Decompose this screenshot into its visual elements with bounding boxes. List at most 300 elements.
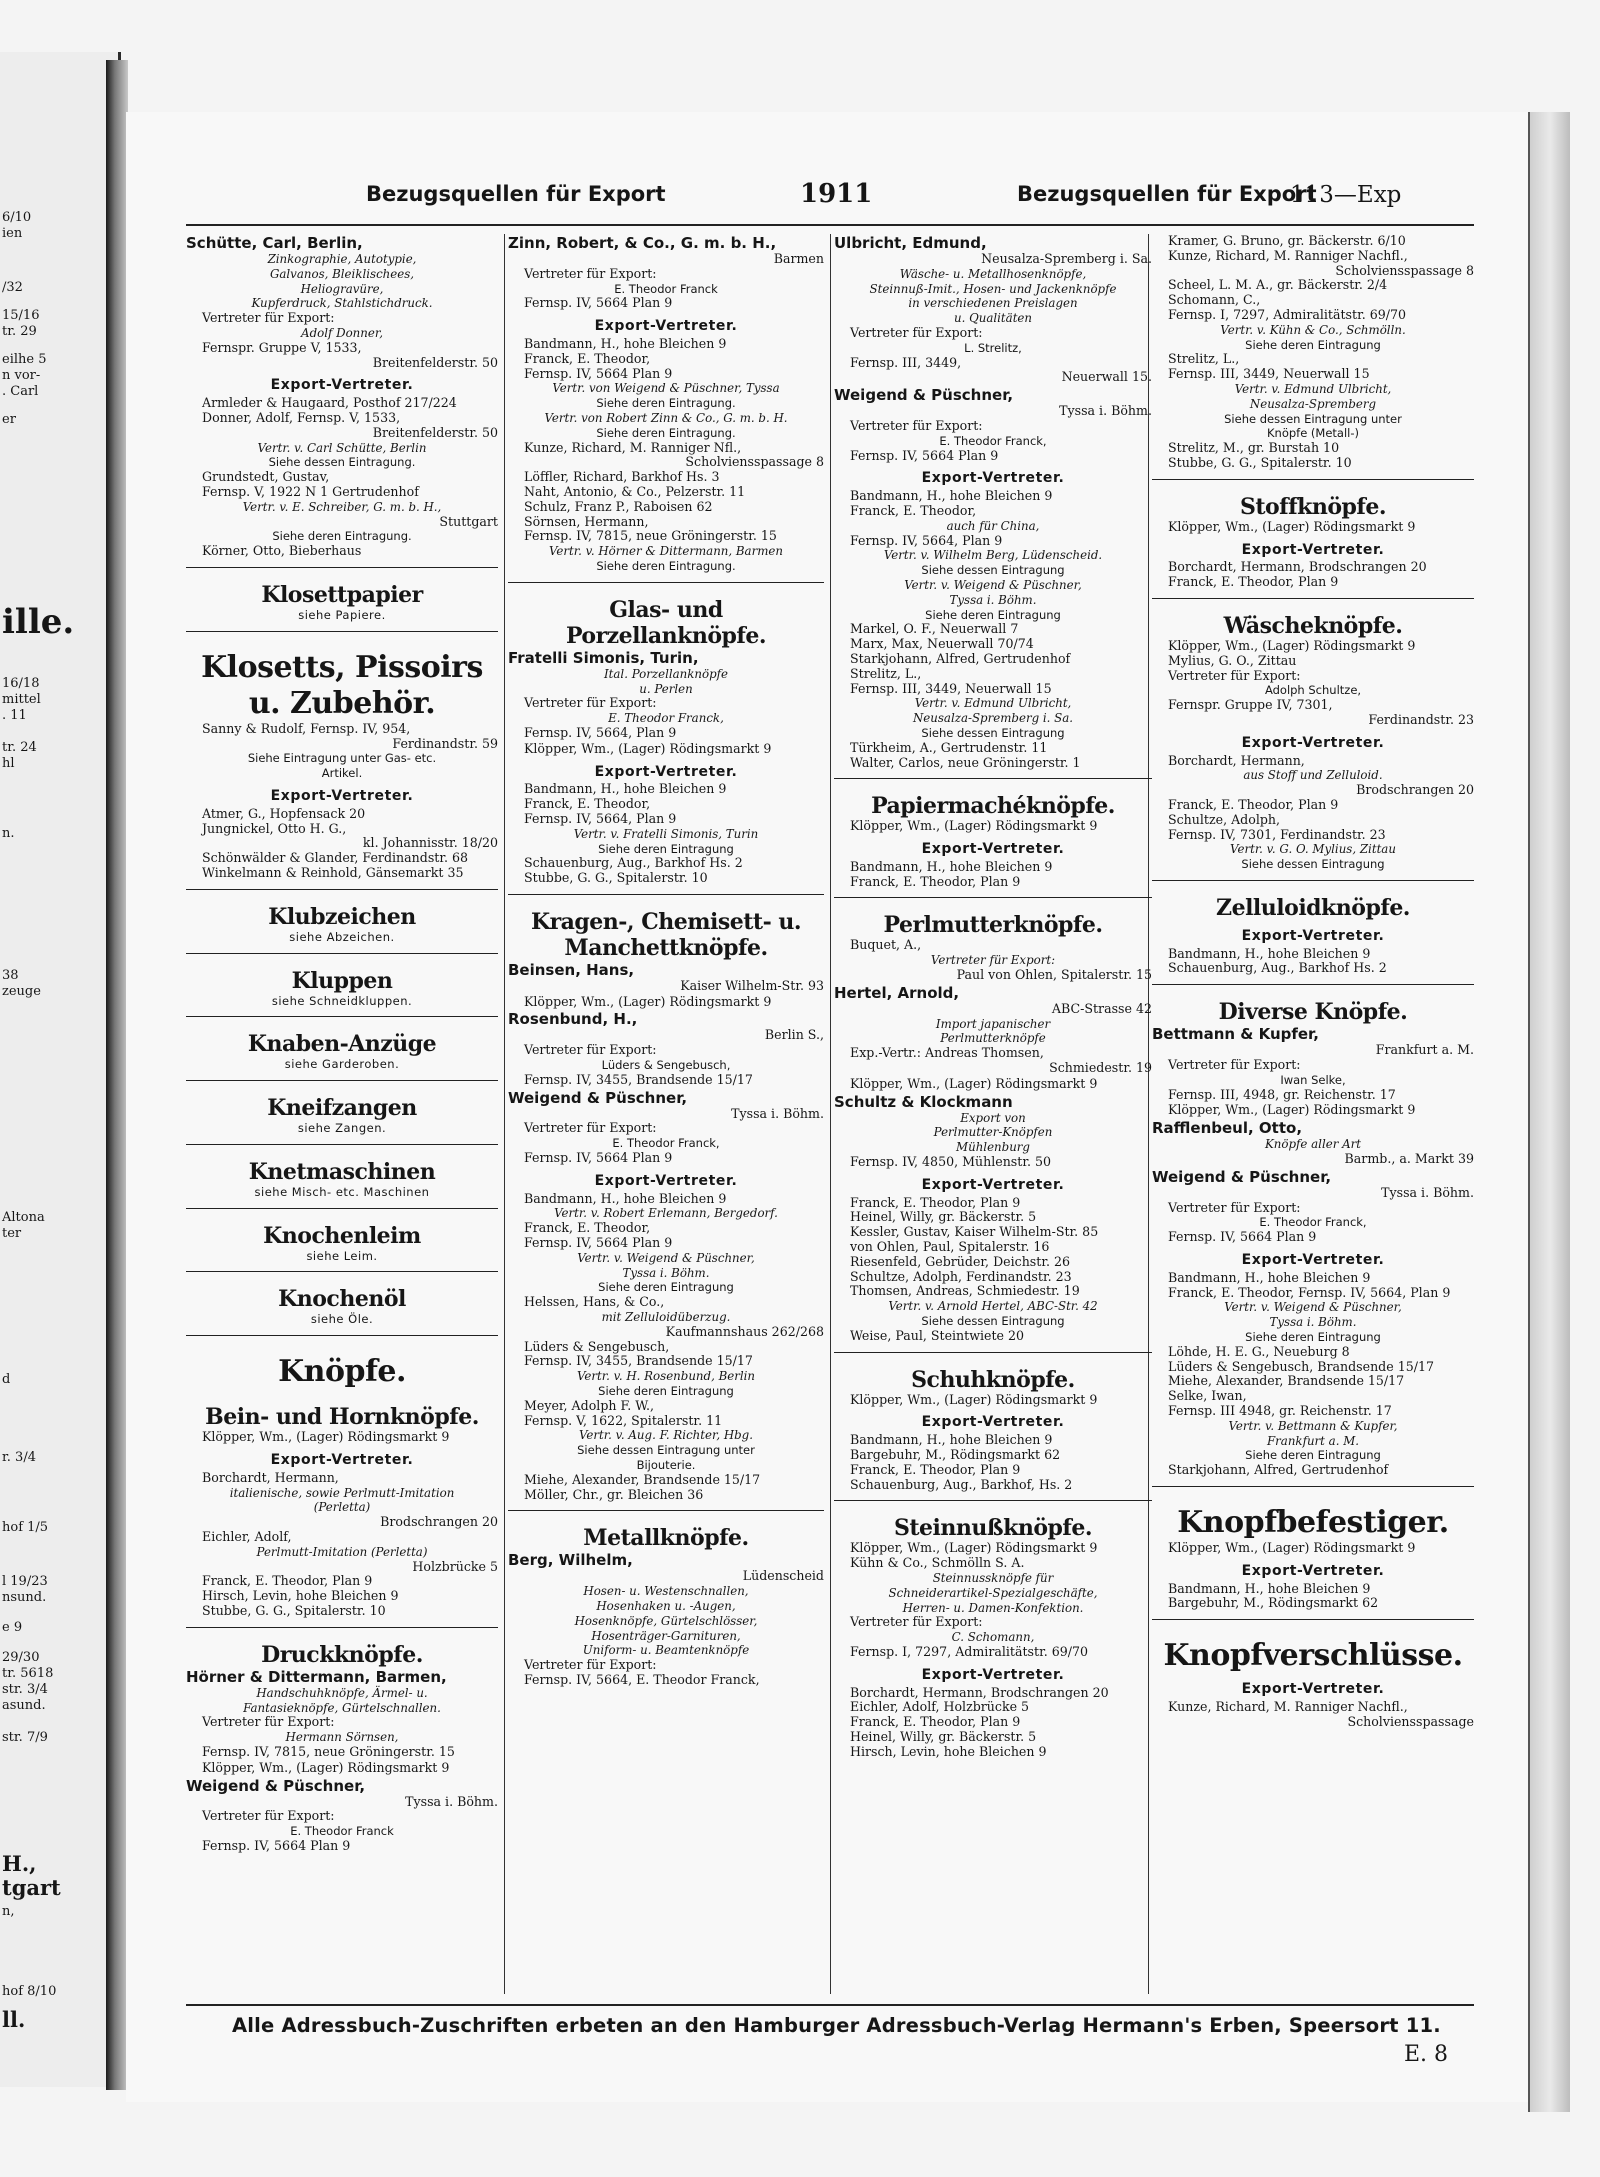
section-rule — [186, 631, 498, 632]
left-page-text: asund. — [2, 1698, 46, 1713]
entry-line: aus Stoff und Zelluloid. — [1243, 768, 1383, 783]
entry-line: Siehe deren Eintragung — [598, 1280, 734, 1295]
entry-line: Neusalza-Spremberg i. Sa. — [912, 711, 1074, 726]
left-page-text: hof 1/5 — [2, 1520, 49, 1535]
column-2 — [508, 234, 824, 1996]
entry-line: Helssen, Hans, & Co., — [524, 1294, 665, 1310]
entry-line: von Ohlen, Paul, Spitalerstr. 16 — [850, 1239, 1050, 1255]
entry-line: Schmiedestr. 19 — [1049, 1060, 1152, 1076]
category-heading: Klosetts, Pissoirs u. Zubehör. — [201, 649, 483, 721]
firm-name: Schütte, Carl, Berlin, — [186, 234, 363, 252]
directory-entry — [186, 1471, 498, 1619]
entry-line: Export von — [960, 1110, 1026, 1125]
entry-line: Vertr. v. Robert Erlemann, Bergedorf. — [554, 1206, 778, 1221]
entry-line: Möller, Chr., gr. Bleichen 36 — [524, 1486, 704, 1502]
entry-line: Fernsp. IV, 5664, Plan 9 — [524, 724, 677, 740]
entry-line: Klöpper, Wm., (Lager) Rödingsmarkt 9 — [1168, 1102, 1416, 1118]
entry-line: Franck, E. Theodor, Plan 9 — [1168, 796, 1339, 812]
directory-entry — [834, 489, 1152, 770]
signature-mark: E. 8 — [1404, 2042, 1449, 2067]
entry-line: E. Theodor Franck, — [608, 711, 724, 726]
subsection-heading: Export-Vertreter. — [1241, 1562, 1385, 1579]
left-page-text: er — [2, 412, 16, 427]
entry-line: Sanny & Rudolf, Fernsp. IV, 954, — [202, 720, 411, 736]
category-heading: Knopfverschlüsse. — [1163, 1638, 1463, 1674]
entry-line: Türkheim, A., Gertrudenstr. 11 — [850, 739, 1048, 755]
left-page-fragment — [0, 52, 121, 2087]
entry-line: Stuttgart — [439, 513, 498, 529]
directory-entry — [1152, 754, 1474, 872]
entry-line: Strelitz, L., — [850, 665, 922, 681]
left-page-text: ille. — [2, 602, 75, 642]
entry-line: Fernsp. III 4948, gr. Reichenstr. 17 — [1168, 1403, 1392, 1419]
category-heading: Wäscheknöpfe. — [1223, 612, 1403, 639]
entry-line: Knöpfe aller Art — [1264, 1137, 1361, 1152]
directory-entry — [508, 337, 824, 574]
entry-line: Fernsp. IV, 7301, Ferdinandstr. 23 — [1168, 826, 1386, 842]
section-rule — [186, 1335, 498, 1336]
left-page-text: ien — [2, 226, 23, 241]
directory-entry — [834, 819, 1152, 834]
entry-line: Franck, E. Theodor, Plan 9 — [850, 873, 1021, 889]
section-rule — [834, 897, 1152, 898]
entry-line: Buquet, A., — [850, 937, 922, 953]
entry-line: Schauenburg, Aug., Barkhof Hs. 2 — [524, 855, 743, 871]
entry-line: Bandmann, H., hohe Bleichen 9 — [1168, 1580, 1371, 1596]
entry-line: Fernsp. III, 3449, Neuerwall 15 — [1168, 366, 1370, 382]
left-page-text: . 11 — [2, 708, 27, 723]
entry-line: Vertreter für Export: — [1168, 1199, 1301, 1215]
entry-line: Scholviensspassage — [1347, 1713, 1474, 1729]
entry-line: Bandmann, H., hohe Bleichen 9 — [524, 1190, 727, 1206]
entry-line: Fernsp. III, 3449, — [850, 354, 962, 370]
directory-entry — [834, 1541, 1152, 1659]
directory-entry — [186, 1777, 498, 1854]
directory-entry — [186, 1430, 498, 1445]
entry-line: Hermann Sörnsen, — [285, 1730, 399, 1745]
entry-line: Bargebuhr, M., Rödingsmarkt 62 — [850, 1447, 1061, 1462]
cross-reference: siehe Papiere. — [298, 607, 386, 622]
left-page-text: /32 — [2, 280, 23, 295]
section-rule — [186, 1144, 498, 1145]
entry-line: Miehe, Alexander, Brandsende 15/17 — [524, 1471, 761, 1487]
entry-line: Siehe deren Eintragung — [1245, 1448, 1381, 1463]
directory-entry — [1152, 1168, 1474, 1245]
entry-line: Naht, Antonio, & Co., Pelzerstr. 11 — [524, 483, 746, 499]
entry-line: Vertreter für Export: — [1168, 1057, 1301, 1073]
entry-line: Fernsp. IV, 5664 Plan 9 — [202, 1838, 351, 1854]
category-heading: Knochenöl — [278, 1286, 406, 1313]
entry-line: Tyssa i. Böhm. — [405, 1793, 498, 1809]
entry-line: Import japanischer — [935, 1016, 1051, 1031]
entry-line: Vertr. v. Wilhelm Berg, Lüdenscheid. — [883, 548, 1103, 563]
cross-reference: siehe Öle. — [310, 1312, 374, 1327]
entry-line: Klöpper, Wm., (Lager) Rödingsmarkt 9 — [850, 1075, 1098, 1091]
entry-line: Bijouterie. — [636, 1458, 696, 1472]
category-heading: Klosettpapier — [261, 581, 423, 608]
entry-line: Kunze, Richard, M. Ranniger Nachfl., — [1168, 247, 1408, 263]
entry-line: Franck, E. Theodor, — [524, 350, 651, 366]
entry-line: Herren- u. Damen-Konfektion. — [902, 1600, 1084, 1615]
entry-line: Iwan Selke, — [1280, 1072, 1346, 1087]
entry-line: Fernsp. I, 7297, Admiralitätstr. 69/70 — [850, 1643, 1089, 1659]
category-heading: Kluppen — [291, 967, 393, 994]
entry-line: Riesenfeld, Gebrüder, Deichstr. 26 — [850, 1253, 1070, 1269]
entry-line: Hosen- u. Westenschnallen, — [583, 1584, 749, 1599]
directory-entry — [834, 1093, 1152, 1170]
entry-line: Meyer, Adolph F. W., — [524, 1397, 655, 1413]
entry-line: Siehe deren Eintragung. — [272, 529, 412, 544]
directory-entry — [508, 995, 824, 1010]
entry-line: Fernsp. IV, 4850, Mühlenstr. 50 — [850, 1154, 1051, 1170]
entry-line: Exp.-Vertr.: Andreas Thomsen, — [850, 1045, 1044, 1061]
entry-line: Schönwälder & Glander, Ferdinandstr. 68 — [202, 850, 469, 866]
entry-line: Breitenfelderstr. 50 — [372, 354, 498, 370]
entry-line: Vertreter für Export: — [524, 1657, 657, 1673]
entry-line: Handschuhknöpfe, Ärmel- u. — [256, 1685, 428, 1700]
entry-line: Vertr. v. Weigend & Püschner, — [1224, 1300, 1402, 1315]
entry-line: Artikel. — [321, 766, 363, 781]
directory-entry — [834, 860, 1152, 890]
section-rule — [1152, 1619, 1474, 1620]
entry-line: Frankfurt a. M. — [1266, 1433, 1360, 1448]
section-rule — [834, 1500, 1152, 1501]
entry-line: Bandmann, H., hohe Bleichen 9 — [850, 1432, 1053, 1448]
directory-entry — [508, 1010, 824, 1087]
subsection-heading: Export-Vertreter. — [270, 377, 414, 394]
entry-line: u. Qualitäten — [953, 311, 1033, 326]
directory-entry — [834, 938, 1152, 982]
entry-line: Vertreter für Export: — [524, 695, 657, 711]
directory-entry — [1152, 1700, 1474, 1730]
left-page-text: l 19/23 — [2, 1574, 48, 1589]
entry-line: (Perletta) — [313, 1500, 371, 1515]
entry-line: Klöpper, Wm., (Lager) Rödingsmarkt 9 — [850, 1391, 1098, 1407]
section-rule — [834, 778, 1152, 779]
entry-line: Fernsp. IV, 3455, Brandsende 15/17 — [524, 1071, 753, 1087]
entry-line: Siehe deren Eintragung. — [596, 425, 736, 440]
entry-line: Tyssa i. Böhm. — [1381, 1184, 1474, 1200]
entry-line: Scholviensspassage 8 — [685, 454, 824, 470]
left-page-text: H., — [2, 1851, 37, 1876]
entry-line: Fernsp. I, 7297, Admiralitätstr. 69/70 — [1168, 306, 1407, 322]
entry-line: Neusalza-Spremberg — [1249, 396, 1377, 411]
entry-line: Siehe deren Eintragung — [925, 607, 1061, 622]
entry-line: Tyssa i. Böhm. — [1269, 1315, 1357, 1330]
entry-line: Stubbe, G. G., Spitalerstr. 10 — [524, 870, 708, 886]
section-rule — [186, 1627, 498, 1628]
entry-line: Ferdinandstr. 59 — [392, 735, 498, 751]
entry-line: Vertr. v. Edmund Ulbricht, — [914, 696, 1072, 711]
category-heading: Glas- und Porzellanknöpfe. — [565, 596, 767, 649]
entry-line: Vertr. von Weigend & Püschner, Tyssa — [552, 381, 780, 396]
entry-line: Tyssa i. Böhm. — [622, 1265, 710, 1280]
directory-entry — [186, 234, 498, 370]
entry-line: Eichler, Adolf, Holzbrücke 5 — [850, 1699, 1030, 1715]
left-page-text: 16/18 — [2, 676, 40, 691]
firm-name: Fratelli Simonis, Turin, — [508, 648, 699, 667]
subsection-heading: Export-Vertreter. — [1241, 927, 1385, 944]
directory-entry — [186, 396, 498, 559]
entry-line: Fernsp. IV, 5664 Plan 9 — [524, 295, 673, 311]
entry-line: Perlmutterknöpfe — [940, 1031, 1046, 1046]
entry-line: Kunze, Richard, M. Ranniger Nfl., — [524, 439, 742, 455]
entry-line: Bandmann, H., hohe Bleichen 9 — [1168, 1269, 1371, 1285]
directory-entry — [1152, 639, 1474, 728]
category-heading: Zelluloidknöpfe. — [1216, 894, 1410, 921]
entry-line: Frankfurt a. M. — [1375, 1042, 1474, 1058]
subsection-heading: Export-Vertreter. — [1241, 734, 1385, 751]
entry-line: Franck, E. Theodor, — [524, 796, 651, 812]
section-rule — [1152, 880, 1474, 881]
entry-line: Siehe Eintragung unter Gas- etc. — [247, 751, 437, 766]
entry-line: Fernsp. V, 1622, Spitalerstr. 11 — [524, 1412, 723, 1428]
entry-line: Franck, E. Theodor, Fernsp. IV, 5664, Plan 9 — [1168, 1284, 1451, 1300]
entry-line: Bandmann, H., hohe Bleichen 9 — [524, 335, 727, 351]
directory-entry — [1152, 1541, 1474, 1556]
entry-line: Fernsp. IV, 5664 Plan 9 — [524, 1235, 673, 1251]
entry-line: Fernsp. IV, 7815, neue Gröningerstr. 15 — [202, 1744, 455, 1760]
entry-line: Marx, Max, Neuerwall 70/74 — [850, 636, 1034, 652]
category-heading: Bein- und Hornknöpfe. — [205, 1404, 479, 1431]
entry-line: Steinnuß-Imit., Hosen- und Jackenknöpfe — [869, 281, 1117, 296]
header-page-number: 113—Exp — [1290, 182, 1402, 208]
entry-line: Vertr. v. Fratelli Simonis, Turin — [573, 826, 759, 841]
entry-line: Uniform- u. Beamtenknöpfe — [582, 1643, 750, 1658]
directory-entry — [508, 649, 824, 741]
category-heading: Schuhknöpfe. — [911, 1366, 1075, 1393]
footer-rule — [186, 2004, 1474, 2006]
entry-line: Vertreter für Export: — [850, 1614, 983, 1630]
entry-line: Löffler, Richard, Barkhof Hs. 3 — [524, 469, 720, 485]
entry-line: Löhde, H. E. G., Neueburg 8 — [1168, 1343, 1350, 1359]
entry-line: Fernsp. IV, 5664 Plan 9 — [524, 365, 673, 381]
section-rule — [186, 1080, 498, 1081]
directory-columns — [186, 234, 1474, 1996]
entry-line: Siehe deren Eintragung. — [596, 396, 736, 411]
firm-name: Rafflenbeul, Otto, — [1152, 1119, 1303, 1138]
entry-line: Fernsp. IV, 5664, Plan 9 — [850, 532, 1003, 548]
section-rule — [1152, 984, 1474, 985]
directory-entry — [834, 1433, 1152, 1492]
running-header — [230, 179, 1450, 218]
entry-line: Bandmann, H., hohe Bleichen 9 — [850, 488, 1053, 504]
directory-entry — [508, 1089, 824, 1166]
directory-entry — [834, 234, 1152, 385]
entry-line: Kaufmannshaus 262/268 — [665, 1323, 824, 1339]
entry-line: Schultze, Adolph, Ferdinandstr. 23 — [850, 1268, 1072, 1284]
entry-line: Vertreter für Export: — [202, 1808, 335, 1824]
entry-line: Strelitz, L., — [1168, 351, 1240, 367]
left-page-text: str. 3/4 — [2, 1682, 48, 1697]
left-page-text: tgart — [2, 1875, 61, 1900]
entry-line: Fernsp. IV, 5664, E. Theodor Franck, — [524, 1671, 760, 1687]
entry-line: E. Theodor Franck — [614, 281, 718, 296]
entry-line: E. Theodor Franck — [290, 1824, 394, 1839]
entry-line: Kramer, G. Bruno, gr. Bäckerstr. 6/10 — [1168, 234, 1406, 248]
header-year: 1911 — [800, 179, 873, 209]
entry-line: Vertr. v. Hörner & Dittermann, Barmen — [548, 544, 783, 559]
subsection-heading: Export-Vertreter. — [921, 1176, 1065, 1193]
header-right-title: Bezugsquellen für Export — [1017, 182, 1317, 206]
entry-line: Breitenfelderstr. 50 — [372, 424, 498, 440]
entry-line: Franck, E. Theodor, — [524, 1220, 651, 1236]
entry-line: E. Theodor Franck, — [1259, 1215, 1367, 1230]
subsection-heading: Export-Vertreter. — [270, 1452, 414, 1469]
section-rule — [834, 1352, 1152, 1353]
left-page-text: n, — [2, 1904, 15, 1919]
left-page-text: ll. — [2, 2007, 26, 2032]
left-page-text: d — [2, 1372, 11, 1387]
directory-entry — [1152, 1025, 1474, 1102]
directory-entry — [186, 722, 498, 781]
firm-name: Hertel, Arnold, — [834, 983, 960, 1002]
directory-entry — [508, 742, 824, 757]
section-rule — [508, 894, 824, 895]
entry-line: Fernsp. V, 1922 N 1 Gertrudenhof — [202, 483, 419, 499]
entry-line: Vertr. v. Aug. F. Richter, Hbg. — [579, 1428, 753, 1443]
left-page-text: 29/30 — [2, 1650, 40, 1665]
publisher-footer: Alle Adressbuch-Zuschriften erbeten an den Hamburger Adressbuch-Verlag Hermann's Erben, Speersort 11. — [232, 2014, 1441, 2037]
entry-line: Hosenträger-Garnituren, — [591, 1628, 741, 1643]
entry-line: Vertr. v. Arnold Hertel, ABC-Str. 42 — [888, 1299, 1098, 1314]
entry-line: Zinkographie, Autotypie, — [267, 252, 417, 266]
section-rule — [186, 1016, 498, 1017]
subsection-heading: Export-Vertreter. — [1241, 1681, 1385, 1698]
entry-line: Vertr. v. H. Rosenbund, Berlin — [576, 1369, 756, 1384]
entry-line: Fantasieknöpfe, Gürtelschnallen. — [243, 1700, 441, 1715]
section-rule — [186, 1208, 498, 1209]
left-page-text: Altona — [2, 1210, 45, 1225]
category-heading: Knöpfe. — [278, 1354, 406, 1390]
directory-entry — [1152, 520, 1474, 535]
entry-line: Mylius, G. O., Zittau — [1168, 652, 1297, 668]
entry-line: Mühlenburg — [956, 1140, 1030, 1155]
entry-line: Kühn & Co., Schmölln S. A. — [850, 1555, 1025, 1571]
entry-line: Lüders & Sengebusch, — [601, 1058, 731, 1073]
directory-entry — [186, 807, 498, 881]
book-gutter — [106, 60, 128, 2090]
section-rule — [186, 953, 498, 954]
entry-line: Vertr. v. G. O. Mylius, Zittau — [1230, 842, 1396, 857]
left-page-text: 15/16 — [2, 308, 40, 323]
category-heading: Diverse Knöpfe. — [1218, 999, 1408, 1026]
entry-line: Brodschrangen 20 — [1356, 782, 1474, 798]
entry-line: Berlin S., — [764, 1027, 824, 1043]
section-rule — [508, 582, 824, 583]
firm-name: Zinn, Robert, & Co., G. m. b. H., — [508, 234, 777, 252]
left-page-text: zeuge — [2, 984, 41, 999]
entry-line: Lüders & Sengebusch, Brandsende 15/17 — [1168, 1358, 1434, 1374]
category-heading: Steinnußknöpfe. — [893, 1515, 1093, 1542]
left-page-text: e 9 — [2, 1620, 23, 1635]
entry-line: Heinel, Willy, gr. Bäckerstr. 5 — [850, 1209, 1037, 1225]
entry-line: Hosenknöpfe, Gürtelschlösser, — [574, 1613, 758, 1628]
entry-line: Schulz, Franz P., Raboisen 62 — [524, 498, 713, 514]
left-page-text: hof 8/10 — [2, 1984, 57, 1999]
entry-line: Borchardt, Hermann, — [202, 1469, 339, 1485]
cross-reference: siehe Schneidkluppen. — [271, 993, 413, 1008]
entry-line: Siehe deren Eintragung — [598, 1384, 734, 1399]
entry-line: Borchardt, Hermann, Brodschrangen 20 — [1168, 559, 1427, 575]
directory-entry — [834, 1393, 1152, 1408]
entry-line: Markel, O. F., Neuerwall 7 — [850, 621, 1019, 637]
directory-entry — [186, 1761, 498, 1776]
subsection-heading: Export-Vertreter. — [921, 1414, 1065, 1431]
entry-line: Hirsch, Levin, hohe Bleichen 9 — [202, 1588, 399, 1604]
entry-line: Heliogravüre, — [300, 281, 384, 296]
entry-line: Schneiderartikel-Spezialgeschäfte, — [888, 1585, 1098, 1600]
cross-reference: siehe Abzeichen. — [289, 929, 395, 944]
entry-line: ABC-Strasse 42 — [1051, 1000, 1152, 1016]
category-heading: Knochenleim — [263, 1222, 421, 1249]
entry-line: Strelitz, M., gr. Burstah 10 — [1168, 440, 1340, 456]
entry-line: Fernsp. IV, 3455, Brandsende 15/17 — [524, 1353, 753, 1369]
left-page-text: . Carl — [2, 384, 39, 399]
entry-line: Klöpper, Wm., (Lager) Rödingsmarkt 9 — [1168, 1540, 1416, 1555]
directory-entry — [1152, 560, 1474, 590]
entry-line: Barmen — [773, 251, 824, 266]
column-3 — [834, 234, 1152, 1996]
entry-line: Siehe deren Eintragung — [1245, 1330, 1381, 1345]
firm-name: Schultz & Klockmann — [834, 1092, 1013, 1111]
section-rule — [186, 889, 498, 890]
entry-line: Thomsen, Andreas, Schmiedestr. 19 — [850, 1283, 1080, 1299]
entry-line: Tyssa i. Böhm. — [949, 592, 1037, 607]
entry-line: Miehe, Alexander, Brandsende 15/17 — [1168, 1373, 1405, 1389]
entry-line: auch für China, — [946, 518, 1040, 533]
entry-line: Vertreter für Export: — [524, 265, 657, 281]
entry-line: Franck, E. Theodor, — [850, 502, 977, 518]
entry-line: Scholviensspassage 8 — [1335, 262, 1474, 278]
entry-line: Ferdinandstr. 23 — [1368, 711, 1474, 727]
entry-line: Borchardt, Hermann, — [1168, 752, 1305, 768]
entry-line: Brodschrangen 20 — [380, 1514, 498, 1530]
page-edge — [1528, 112, 1570, 2112]
entry-line: Vertreter für Export: — [524, 1042, 657, 1058]
category-heading: Stoffknöpfe. — [1239, 493, 1387, 520]
entry-line: Walter, Carlos, neue Gröningerstr. 1 — [850, 754, 1081, 770]
entry-line: Stubbe, G. G., Spitalerstr. 10 — [1168, 454, 1352, 470]
entry-line: Siehe dessen Eintragung — [921, 1314, 1065, 1329]
entry-line: Paul von Ohlen, Spitalerstr. 15 — [956, 967, 1152, 983]
category-heading: Druckknöpfe. — [261, 1641, 423, 1668]
entry-line: Vertreter für Export: — [202, 1714, 335, 1730]
entry-line: Grundstedt, Gustav, — [202, 469, 330, 485]
entry-line: Starkjohann, Alfred, Gertrudenhof — [1168, 1462, 1389, 1478]
entry-line: Atmer, G., Hopfensack 20 — [202, 805, 366, 821]
subsection-heading: Export-Vertreter. — [921, 470, 1065, 487]
left-page-text: mittel — [2, 692, 41, 707]
entry-line: Franck, E. Theodor, Plan 9 — [202, 1573, 373, 1589]
subsection-heading: Export-Vertreter. — [1241, 541, 1385, 558]
directory-entry — [1152, 947, 1474, 977]
entry-line: Siehe dessen Eintragung. — [268, 455, 416, 470]
entry-line: Klöpper, Wm., (Lager) Rödingsmarkt 9 — [202, 1429, 450, 1445]
firm-name: Weigend & Püschner, — [1152, 1167, 1332, 1186]
entry-line: Hosenhaken u. -Augen, — [596, 1598, 736, 1613]
entry-line: Kaiser Wilhelm-Str. 93 — [680, 977, 824, 993]
entry-line: u. Perlen — [639, 681, 693, 696]
left-page-text: 6/10 — [2, 210, 32, 225]
entry-line: E. Theodor Franck, — [612, 1136, 720, 1151]
left-page-text: n vor- — [2, 368, 41, 383]
category-heading: Knaben-Anzüge — [247, 1031, 437, 1058]
left-page-text: hl — [2, 756, 15, 771]
subsection-heading: Export-Vertreter. — [594, 1172, 738, 1189]
entry-line: Siehe dessen Eintragung unter — [577, 1443, 755, 1458]
entry-line: Bargebuhr, M., Rödingsmarkt 62 — [1168, 1595, 1379, 1611]
